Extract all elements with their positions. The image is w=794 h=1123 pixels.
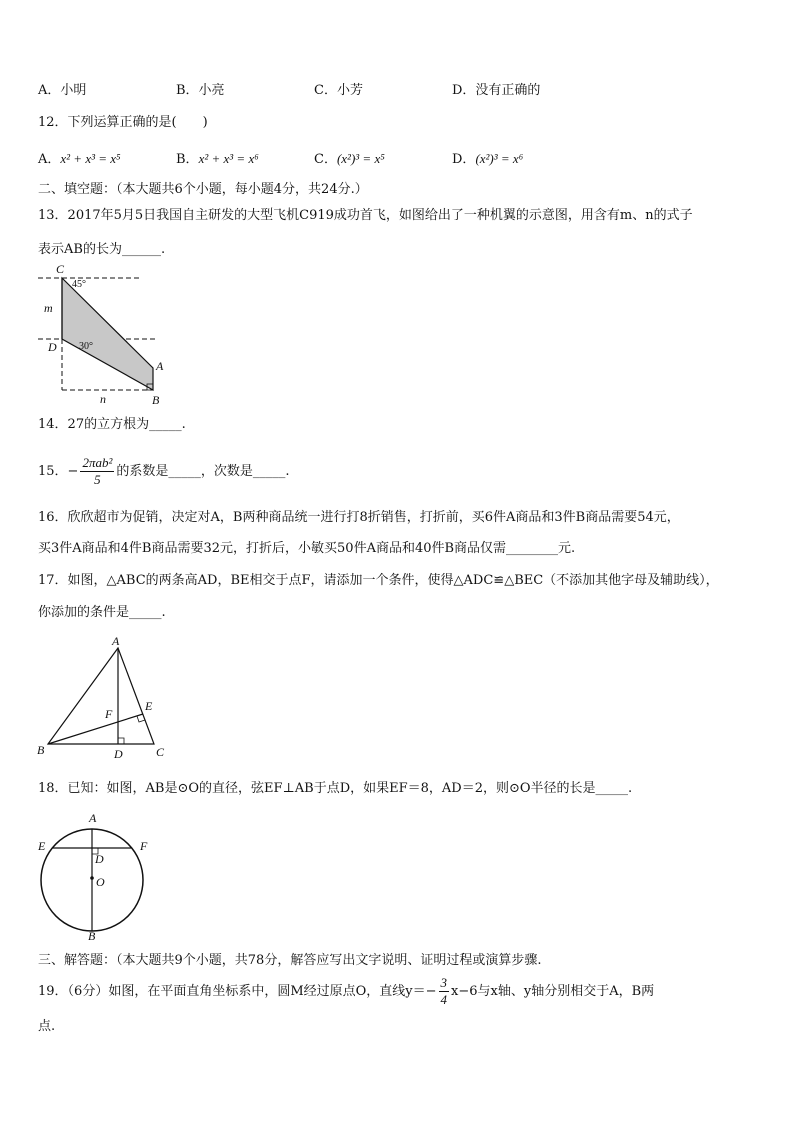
label-c: C <box>156 745 165 759</box>
q12-option-b-label: B． <box>176 152 199 167</box>
label-n: n <box>100 392 106 406</box>
label-a: A <box>156 359 164 373</box>
q17-line2: 你添加的条件是_____. <box>38 605 166 620</box>
q12-option-d-expr: (x²)³ = x⁶ <box>475 151 524 166</box>
label-o: O <box>96 875 105 889</box>
q12-option-d <box>452 150 523 169</box>
q12-option-c <box>314 150 385 169</box>
q12-option-a-label: A． <box>38 152 61 167</box>
label-d: D <box>95 852 104 866</box>
q19-denominator: 4 <box>440 992 448 1007</box>
label-d: D <box>48 340 57 354</box>
label-angle-45: 45° <box>72 279 86 290</box>
q17-line1: 17．如图，△ABC的两条高AD，BE相交于点F，请添加一个条件，使得△ADC≌△BEC（不添加其他字母及辅助线）， <box>38 573 719 588</box>
label-a: A <box>112 634 120 648</box>
label-angle-30: 30° <box>79 341 93 352</box>
q19-line1 <box>38 972 654 1012</box>
q11-option-d: D．没有正确的 <box>452 83 541 98</box>
label-d: D <box>114 747 123 761</box>
q16-line1: 16．欣欣超市为促销，决定对A，B两种商品统一进行打8折销售，打折前，买6件A商品和3件B商品需要54元， <box>38 510 680 525</box>
q17-triangle-figure <box>34 634 174 762</box>
label-b: B <box>152 393 160 407</box>
q13-line2: 表示AB的长为______. <box>38 242 166 257</box>
q12-option-d-label: D． <box>452 152 476 167</box>
q12-option-a <box>38 150 121 169</box>
q12-option-b-expr: x² + x³ = x⁶ <box>198 151 259 166</box>
wing-shape <box>62 278 153 390</box>
q11-option-b: B．小亮 <box>176 83 225 98</box>
label-b: B <box>88 929 96 943</box>
label-f: F <box>105 707 113 721</box>
q13-line1: 13．2017年5月5日我国自主研发的大型飞机C919成功首飞，如图给出了一种机翼的示意图，用含有m、n的式子 <box>38 208 693 223</box>
q19-fraction <box>439 975 450 1008</box>
q19-prefix: 19．（6分）如图，在平面直角坐标系中，圆M经过原点O，直线y＝− <box>38 984 437 999</box>
q19-numerator: 3 <box>440 975 448 990</box>
section3-header: 三、解答题：（本大题共9个小题，共78分，解答应写出文字说明、证明过程或演算步骤. <box>38 953 542 968</box>
q19-suffix: x−6与x轴、y轴分别相交于A，B两 <box>451 984 655 999</box>
q12-option-c-label: C． <box>314 152 337 167</box>
q12-option-a-expr: x² + x³ = x⁵ <box>60 151 121 166</box>
altitude-be <box>48 714 143 744</box>
q14-line: 14．27的立方根为_____. <box>38 417 186 432</box>
label-e: E <box>145 699 153 713</box>
q12-option-b <box>176 150 259 169</box>
section2-header: 二、填空题：（本大题共6个小题，每小题4分，共24分.） <box>38 182 368 197</box>
q16-line2: 买3件A商品和4件B商品需要32元，打折后，小敏买50件A商品和40件B商品仅需________元. <box>38 541 576 556</box>
q11-option-a: A．小明 <box>38 83 87 98</box>
q15-suffix: 的系数是_____，次数是_____. <box>116 464 290 479</box>
q11-option-c: C．小芳 <box>314 83 363 98</box>
q15-line <box>38 452 290 492</box>
q15-prefix: 15．− <box>38 464 79 479</box>
triangle-abc <box>48 648 154 744</box>
q12-stem: 12．下列运算正确的是( ) <box>38 115 208 130</box>
label-m: m <box>44 301 53 315</box>
q18-line1: 18．已知：如图，AB是⊙O的直径，弦EF⊥AB于点D，如果EF＝8，AD＝2，则⊙O半径的长是_____. <box>38 781 633 796</box>
q13-wing-figure <box>38 262 178 410</box>
label-e: E <box>38 839 46 853</box>
label-b: B <box>37 743 45 757</box>
q12-option-c-expr: (x²)³ = x⁵ <box>336 151 385 166</box>
right-angle-d <box>118 738 124 744</box>
q15-numerator: 2πab² <box>82 455 113 470</box>
label-c: C <box>56 262 65 276</box>
q15-fraction <box>80 455 114 488</box>
label-f: F <box>140 839 148 853</box>
q19-line2: 点. <box>38 1019 56 1034</box>
q15-denominator: 5 <box>94 472 101 487</box>
center-point-o <box>90 876 94 880</box>
q18-circle-figure <box>34 808 154 944</box>
label-a: A <box>89 811 97 825</box>
